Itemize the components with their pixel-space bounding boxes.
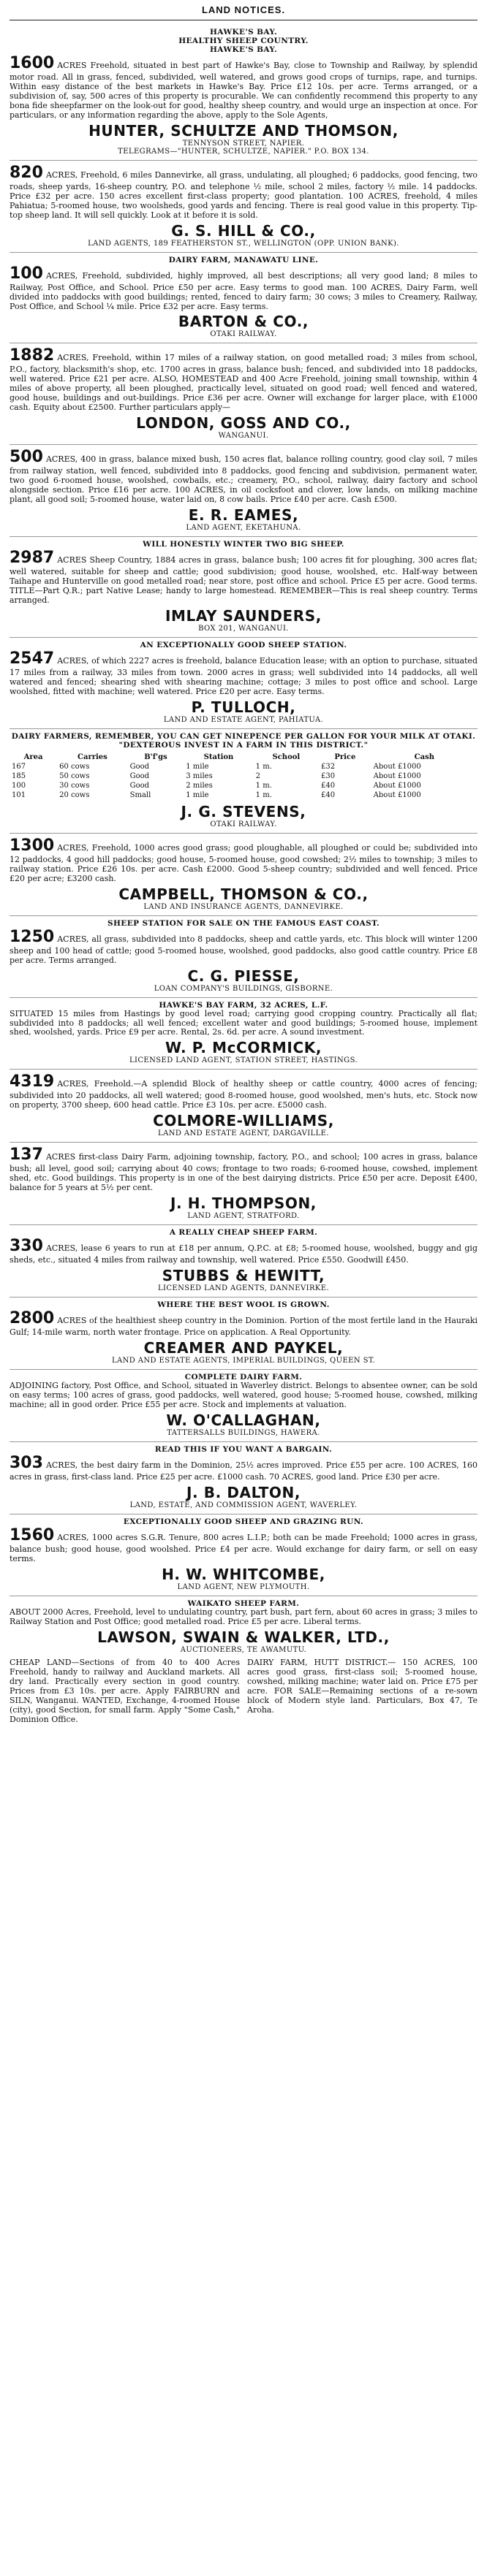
land-ad: [10, 1596, 477, 1658]
ad-text: ACRES, Freehold.—A splendid Block of healthy sheep or cattle country, 4000 acres of fencing; subdivided into 20 paddocks, all well watered; good 8-roomed house, good woolshed, men's huts, etc. Stock now on property, 3700 sheep, 600 head cattle. Price £3 10s. per acre. £5000 cash.: [10, 1079, 477, 1110]
ad-body: [10, 649, 477, 697]
ad-agent-address: LAND AGENT, EKETAHUNA.: [186, 524, 301, 533]
ad-body: [10, 448, 477, 505]
ad-acreage: 303: [10, 1453, 43, 1472]
ad-acreage: 100: [10, 264, 43, 283]
ad-body: [10, 164, 477, 221]
ad-table-header: Cash: [414, 752, 434, 761]
ad-acreage: 1250: [10, 927, 55, 946]
ad-text: ADJOINING factory, Post Office, and School, situated in Waverley district. Belongs to absentee owner, can be sold on easy terms; 100 acres of grass, good paddocks, well watered, good house; 5-roomed house, cowshed, milking machine; all in good order. Price £55 per acre. Stock and implements at valuation.: [10, 1381, 477, 1409]
ad-agent-address: LAND AGENTS, 189 FEATHERSTON ST., WELLINGTON (OPP. UNION BANK).: [88, 239, 399, 248]
land-ad: [10, 638, 477, 729]
ad-table-cell: About £1000: [373, 771, 421, 780]
ad-agent: LONDON, GOSS AND CO.,: [136, 414, 351, 432]
ad-table-cell: About £1000: [373, 762, 421, 771]
ad-text: ACRES, 1000 acres S.G.R. Tenure, 800 acres L.I.P.; both can be made Freehold; 1000 acres in grass, balance bush; good house, good woolshed. Price £4 per acre. Would exchange for dairy farm, or sell on easy terms.: [10, 1532, 477, 1563]
ad-agent-address: LAND, ESTATE, AND COMMISSION AGENT, WAVERLEY.: [129, 1501, 358, 1509]
ad-table-cell: 1 mile: [186, 790, 209, 799]
ad-table-cell: About £1000: [373, 790, 421, 799]
land-ad: [10, 253, 477, 344]
ad-text: SITUATED 15 miles from Hastings by good level road; carrying good cropping country. Practically all flat; subdivided into 8 paddocks; all well fenced; excellent water and good buildings; 5-roomed house, implement shed, woolshed, yards. Price £9 per acre. Rental, 2s. 6d. per acre. A sound investment.: [10, 1008, 477, 1037]
ad-table-cell: 3 miles: [186, 771, 213, 780]
ad-agent: W. P. McCORMICK,: [165, 1039, 322, 1057]
ad-agent: P. TULLOCH,: [191, 698, 296, 716]
ad-agent-address: LAND AND ESTATE AGENT, PAHIATUA.: [163, 715, 324, 724]
ad-table-cell: 100: [12, 781, 26, 790]
ad-text: ACRES, Freehold, within 17 miles of a railway station, on good metalled road; 3 miles from school, P.O., factory, blacksmith's shop, etc. 1700 acres in grass, balance bush; fenced, and subdivided into 18 paddocks, well watered. Price £21 per acre. ALSO, HOMESTEAD and 400 Acre Freehold, joining small township, within 4 miles of above property, all been ploughed, practically level, situated on good road; well fenced and watered, good house, buildings and out-buildings. Price £36 per acre. Owner will exchange for larger place, with £1000 cash. Equity about £2500. Further particulars apply—: [10, 353, 477, 413]
ad-agent-address: BOX 201, WANGANUI.: [198, 624, 289, 633]
ad-heading: AN EXCEPTIONALLY GOOD SHEEP STATION.: [140, 640, 347, 649]
land-ad: [10, 25, 477, 161]
ad-text: ACRES, Freehold, 6 miles Dannevirke, all grass, undulating, all ploughed; 6 paddocks, good fencing, two roads, sheep yards, 16-sheep country, P.O. and telephone ½ mile, school 2 miles, factory ½ mile. 14 paddocks. Price £32 per acre. 150 acres excellent first-class property; good plantation. 100 ACRES, freehold, 4 miles Pahiatua; 5-roomed house, two woolsheds, good yards and fencing. There is real good value in this property. Tip-top sheep land. It will sell quickly. Look at it before it is sold.: [10, 169, 477, 220]
ad-table-cell: £32: [321, 762, 336, 771]
ad-acreage: 137: [10, 1146, 43, 1165]
land-ad: [10, 729, 477, 834]
ad-table-cell: £30: [321, 771, 336, 780]
ad-heading: COMPLETE DAIRY FARM.: [184, 1373, 303, 1382]
ad-body: [10, 1309, 477, 1338]
ad-table-cell: 50 cows: [59, 771, 90, 780]
ad-body: [10, 1146, 477, 1193]
ad-agent: C. G. PIESSE,: [187, 967, 300, 985]
ad-agent-address: LICENSED LAND AGENTS, DANNEVIRKE.: [157, 1284, 330, 1293]
ad-body: [10, 1237, 477, 1265]
ad-acreage: 1560: [10, 1525, 55, 1544]
ad-heading: READ THIS IF YOU WANT A BARGAIN.: [154, 1444, 333, 1454]
ad-table-row: [10, 790, 477, 800]
ad-body: [10, 1072, 477, 1110]
ad-body: [10, 1608, 477, 1627]
ad-acreage: 1600: [10, 54, 55, 72]
land-ad: [10, 916, 477, 998]
ad-acreage: 330: [10, 1237, 43, 1256]
ad-text: ACRES, of which 2227 acres is freehold, balance Education lease; with an option to purchase, situated 17 miles from a railway, 33 miles from town. 2000 acres in grass; well subdivided into 14 paddocks, all well watered and fenced; shearing shed with shearing machine; cottage; 3 miles to post office and school. Large woolshed, fitted with machine; well watered. Price £20 per acre. Easy terms.: [10, 655, 477, 696]
ad-table-header: Area: [23, 752, 43, 761]
ad-table-cell: 185: [12, 771, 26, 780]
ad-agent-address: OTAKI RAILWAY.: [210, 330, 277, 339]
ad-table-row: [10, 762, 477, 771]
ad-heading: HEALTHY SHEEP COUNTRY.: [178, 37, 309, 45]
ad-agent: CAMPBELL, THOMSON & CO.,: [118, 885, 369, 903]
ad-table-cell: 1 m.: [255, 762, 272, 771]
land-ad: [10, 834, 477, 916]
ad-body: [10, 928, 477, 966]
ad-agent: STUBBS & HEWITT,: [162, 1267, 325, 1285]
ad-body: [10, 1382, 477, 1410]
land-ad: [10, 1297, 477, 1370]
ad-agent-address: OTAKI RAILWAY.: [210, 820, 277, 828]
land-ad: [10, 1225, 477, 1297]
ad-body: [10, 1526, 477, 1564]
ad-table-header: Carries: [78, 752, 107, 761]
ad-acreage: 1882: [10, 346, 55, 365]
ad-heading: WAIKATO SHEEP FARM.: [187, 1598, 300, 1608]
ad-heading: HAWKE'S BAY FARM, 32 ACRES, L.F.: [159, 1000, 328, 1010]
ad-agent-address: LAND AGENT, STRATFORD.: [187, 1212, 300, 1221]
ad-agent: CREAMER AND PAYKEL,: [143, 1339, 344, 1357]
ad-agent-address: AUCTIONEERS, TE AWAMUTU.: [180, 1645, 307, 1654]
ad-table-cell: Good: [129, 771, 150, 780]
ad-agent: W. O'CALLAGHAN,: [166, 1411, 321, 1429]
ad-acreage: 2800: [10, 1309, 55, 1328]
ad-text: ACRES first-class Dairy Farm, adjoining township, factory, P.O., and school; 100 acres in grass, balance bush; all level, good soil; carrying about 40 cows; frontage to two roads; 6-roomed house, cowshed, implement shed, etc. Good buildings. This property is in one of the best dairying districts. Price £50 per acre. Deposit £400, balance for 5 years at 5½ per cent.: [10, 1152, 477, 1193]
ad-table-cell: Small: [129, 790, 151, 799]
ad-table-cell: Good: [129, 781, 150, 790]
ad-agent: IMLAY SAUNDERS,: [165, 606, 322, 625]
ad-text: ACRES Freehold, situated in best part of Hawke's Bay, close to Township and Railway, by splendid motor road. All in grass, fenced, subdivided, well watered, and grows good crops of turnips, rape, and turnips. Within easy distance of the best markets in Hawke's Bay. Price £12 10s. per acre. Terms arranged, or a subdivision of, say, 500 acres of this property is procurable. We can confidently recommend this property to any bona fide sheepfarmer on the look-out for good, healthy sheep country, and would urge an inspection at once. For particulars, or any information regarding the above, apply to the Sole Agents,: [10, 61, 477, 120]
land-ad: [10, 343, 477, 445]
ad-body: [10, 1454, 477, 1482]
ad-agent-address: LAND AND INSURANCE AGENTS, DANNEVIRKE.: [143, 902, 344, 911]
ad-agent-address: LICENSED LAND AGENT, STATION STREET, HASTINGS.: [129, 1056, 358, 1065]
ad-table-header: Station: [203, 752, 234, 761]
ad-body: [10, 549, 477, 606]
ad-table-cell: About £1000: [373, 781, 421, 790]
ad-heading: SHEEP STATION FOR SALE ON THE FAMOUS EAST COAST.: [107, 918, 380, 928]
ad-heading: HAWKE'S BAY.: [209, 28, 277, 37]
ad-acreage: 1300: [10, 836, 55, 855]
ad-acreage: 2547: [10, 649, 55, 668]
land-ad: [10, 1070, 477, 1143]
ad-table-cell: 2 miles: [186, 781, 213, 790]
ad-text: ACRES, the best dairy farm in the Dominion, 25½ acres improved. Price £55 per acre. 100 ACRES, 160 acres in grass, first-class land. Price £25 per acre. £1000 cash. 70 ACRES, good land. Price £30 per acre.: [10, 1460, 477, 1482]
ad-table-cell: Good: [129, 762, 150, 771]
ad-text: ACRES Sheep Country, 1884 acres in grass, balance bush; 100 acres fit for ploughing, 300 acres flat; well watered, suitable for sheep and cattle; good subdivision; good house, woolshed, etc. Half-way between Taihape and Hunterville on good metalled road; near store, post office and school. Price £5 per acre. Good terms. TITLE—Part Q.R.; part Native Lease; handy to large homestead. REMEMBER—This is real sheep country. Terms arranged.: [10, 555, 477, 605]
ad-acreage: 500: [10, 448, 43, 467]
bottom-left-notice: CHEAP LAND—Sections of from 40 to 400 Acres Freehold, handy to railway and Auckland markets. All dry land. Practically every section in good country. Prices from £3 10s. per acre. Apply FAIRBURN and SILN, Wanganui. WANTED, Exchange, 4-roomed House (city), good Section, for small farm. Apply "Some Cash," Dominion Office.: [10, 1657, 240, 1724]
land-notices-page: [10, 0, 477, 1724]
ad-body: [10, 264, 477, 312]
ad-agent: J. B. DALTON,: [186, 1483, 301, 1501]
ad-heading: DAIRY FARM, MANAWATU LINE.: [168, 255, 319, 264]
ad-table-cell: £40: [321, 781, 336, 790]
ad-text: ACRES, Freehold, subdivided, highly improved, all best descriptions; all very good land; 8 miles to Railway, Post Office, and School. Price £50 per acre. Easy terms to good man. 100 ACRES, Dairy Farm, well divided into paddocks with good buildings; rented, fenced to dairy farm; 30 cows; 3 miles to Creamery, Railway, Post Office, and School ¼ mile. Price £32 per acre. Easy terms.: [10, 270, 477, 311]
ad-heading: HAWKE'S BAY.: [209, 45, 277, 54]
ad-agent-address: LAND AND ESTATE AGENTS, IMPERIAL BUILDINGS, QUEEN ST.: [111, 1357, 376, 1365]
bottom-right-notice: DAIRY FARM, HUTT DISTRICT.— 150 ACRES, 100 acres good grass, first-class soil; 5-roomed house, cowshed, milking machine; water laid on. Price £75 per acre. FOR SALE—Remaining sections of a re-sown block of Modern style land. Particulars, Box 47, Te Aroha.: [247, 1657, 477, 1715]
ad-body: [10, 837, 477, 884]
ad-table-row: [10, 771, 477, 781]
ad-agent: G. S. HILL & CO.,: [171, 221, 316, 240]
ad-table-cell: 1 mile: [186, 762, 209, 771]
land-ad: [10, 1143, 477, 1225]
ad-heading: WHERE THE BEST WOOL IS GROWN.: [157, 1300, 330, 1310]
land-ad: [10, 1442, 477, 1514]
ad-table-cell: 167: [12, 762, 26, 771]
ad-text: ACRES, all grass, subdivided into 8 paddocks, sheep and cattle yards, etc. This block will winter 1200 sheep and 100 head of cattle; good 5-roomed house, woolshed, good paddocks, also good cattle country. Price £8 per acre. Terms arranged.: [10, 934, 477, 965]
land-ad: [10, 998, 477, 1070]
ad-text: ACRES, 400 in grass, balance mixed bush, 150 acres flat, balance rolling country, good clay soil, 7 miles from railway station, well fenced, subdivided into 8 paddocks, good fencing and subdivision, permanent water, two good 6-roomed house, woolshed, cowbails, etc.; creamery, P.O., school, railway, dairy factory and school alongside section. Price £16 per acre. 100 ACRES, in oil cocksfoot and clover, low lands, on milking machine plant, all good soil; 5-roomed house, water laid on, 8 cow bails. Price £40 per acre. Cash £500.: [10, 454, 477, 505]
ad-acreage: 4319: [10, 1072, 55, 1091]
land-ad: [10, 445, 477, 537]
ad-table-cell: 1 m.: [255, 790, 272, 799]
ad-heading: WILL HONESTLY WINTER TWO BIG SHEEP.: [143, 540, 344, 549]
ad-agent-address: LAND AGENT, NEW PLYMOUTH.: [177, 1582, 310, 1591]
ad-heading: A REALLY CHEAP SHEEP FARM.: [169, 1228, 318, 1238]
ad-text: ABOUT 2000 Acres, Freehold, level to undulating country, part bush, part fern, about 60 acres in grass; 3 miles to Railway Station and Post Office; good metalled road. Price £5 per acre. Liberal terms.: [10, 1607, 477, 1626]
ad-acreage: 2987: [10, 549, 55, 568]
ad-agent: BARTON & CO.,: [178, 313, 309, 331]
land-ad: [10, 161, 477, 253]
ad-text: ACRES of the healthiest sheep country in the Dominion. Portion of the most fertile land in the Hauraki Gulf; 14-mile warm, north water frontage. Price on application. A Real Opportunity.: [10, 1316, 477, 1338]
ad-table-row: [10, 781, 477, 790]
ad-heading: EXCEPTIONALLY GOOD SHEEP AND GRAZING RUN.: [123, 1517, 364, 1526]
ad-agent: E. R. EAMES,: [188, 506, 299, 525]
ad-table-cell: 101: [12, 790, 26, 799]
ad-table-header: Price: [334, 752, 356, 761]
bottom-columns: [10, 1658, 477, 1725]
ad-agent: COLMORE-WILLIAMS,: [153, 1112, 334, 1130]
ad-agent-address: TATTERSALLS BUILDINGS, HAWERA.: [167, 1428, 320, 1437]
ad-table: [10, 752, 477, 800]
ad-body: [10, 54, 477, 121]
ad-agent: HUNTER, SCHULTZE AND THOMSON,: [88, 121, 399, 140]
ad-table-cell: 60 cows: [59, 762, 90, 771]
ad-table-cell: £40: [321, 790, 336, 799]
ad-agent-address: TENNYSON STREET, NAPIER.: [182, 139, 305, 148]
ad-agent-address: WANGANUI.: [218, 432, 269, 441]
ad-heading: DAIRY FARMERS, REMEMBER, YOU CAN GET NINEPENCE PER GALLON FOR YOUR MILK AT OTAKI. "DEXTEROUS INVEST IN A FARM IN THIS DISTRICT.": [11, 731, 476, 750]
ad-agent: J. H. THOMPSON,: [170, 1194, 317, 1213]
ad-body: [10, 1010, 477, 1038]
ad-table-cell: 30 cows: [59, 781, 90, 790]
ad-agent-address: LOAN COMPANY'S BUILDINGS, GISBORNE.: [154, 984, 333, 993]
ads-column: [10, 25, 477, 1658]
ad-agent: LAWSON, SWAIN & WALKER, LTD.,: [97, 1628, 390, 1646]
ad-agent-address: TELEGRAMS—"HUNTER, SCHULTZE, NAPIER." P.O. BOX 134.: [118, 147, 369, 156]
ad-acreage: 820: [10, 163, 43, 182]
ad-agent-address: LAND AND ESTATE AGENT, DARGAVILLE.: [158, 1129, 329, 1138]
ad-table-cell: 1 m.: [255, 781, 272, 790]
ad-text: ACRES, Freehold, 1000 acres good grass; good ploughable, all ploughed or could be; subdivided into 12 paddocks, 4 good hill paddocks; good house, 5-roomed house, good cowshed; 2½ miles to township; 3 miles to railway station. Price £26 10s. per acre. Cash £2000. Good 5-sheep country; subdivided and well fenced. Price £20 per acre; £3200 cash.: [10, 842, 477, 883]
ad-table-cell: 2: [255, 771, 261, 780]
ad-table-header: B'f'gs: [144, 752, 167, 761]
ad-body: [10, 346, 477, 413]
ad-text: ACRES, lease 6 years to run at £18 per annum, Q.P.C. at £8; 5-roomed house, woolshed, buggy and gig sheds, etc., situated 4 miles from railway and township, well watered. Price £550. Goodwill £450.: [10, 1243, 477, 1265]
land-ad: [10, 1514, 477, 1596]
land-ad: [10, 1370, 477, 1442]
section-masthead: LAND NOTICES.: [201, 4, 286, 15]
ad-table-cell: 20 cows: [59, 790, 90, 799]
ad-table-header: School: [272, 752, 301, 761]
ad-agent: H. W. WHITCOMBE,: [162, 1565, 325, 1583]
ad-agent: J. G. STEVENS,: [181, 802, 306, 820]
land-ad: [10, 537, 477, 638]
